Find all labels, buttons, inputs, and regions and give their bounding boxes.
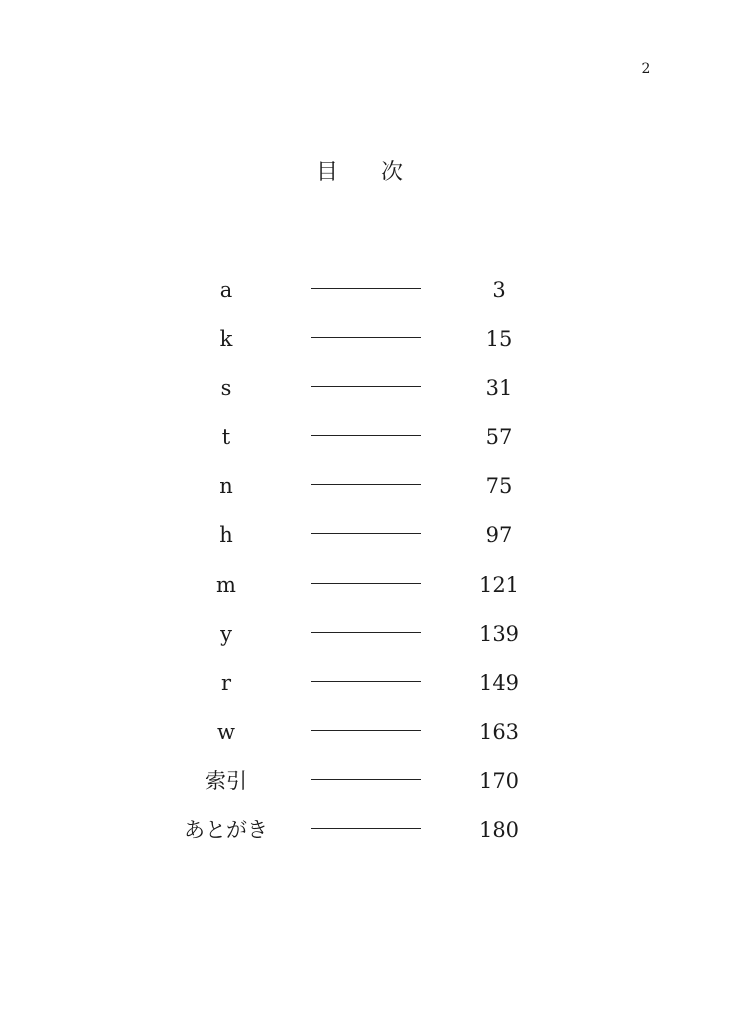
toc-label: m — [216, 572, 236, 597]
toc-leader-line — [311, 435, 421, 436]
toc-page-number: 163 — [478, 719, 520, 744]
toc-leader-line — [311, 337, 421, 338]
toc-row-y — [0, 612, 732, 661]
toc-label: 索引 — [205, 768, 247, 793]
toc-label: y — [220, 621, 232, 646]
toc-label: n — [219, 474, 233, 499]
page-title-char-2: 次 — [381, 160, 404, 185]
toc-row-n — [0, 464, 732, 513]
toc-page-number: 3 — [492, 278, 506, 302]
toc-label: h — [219, 523, 233, 548]
toc-leader-line — [311, 386, 421, 387]
toc-row-index — [0, 759, 732, 808]
toc-label: t — [221, 425, 231, 450]
toc-label: a — [219, 278, 233, 302]
toc-row-t — [0, 415, 732, 464]
toc-row-w — [0, 710, 732, 759]
toc-leader-line — [311, 533, 421, 534]
toc-row-a — [0, 268, 732, 317]
toc-leader-line — [311, 828, 421, 829]
toc-leader-line — [311, 632, 421, 633]
toc-page-number: 170 — [478, 768, 520, 793]
toc-row-m — [0, 563, 732, 612]
toc-page-number: 139 — [478, 621, 520, 646]
toc-page-number: 75 — [485, 474, 513, 499]
toc-leader-line — [311, 583, 421, 584]
toc-leader-line — [311, 681, 421, 682]
page-title — [0, 158, 732, 188]
toc-leader-line — [311, 730, 421, 731]
toc-page-number: 180 — [478, 818, 520, 843]
toc-page-number: 121 — [478, 572, 520, 597]
toc-label: あとがき — [184, 818, 268, 843]
toc-page-number: 97 — [485, 523, 513, 548]
toc-label: r — [220, 670, 232, 695]
toc-row-h — [0, 513, 732, 562]
toc-label: s — [220, 376, 232, 401]
toc-page-number: 15 — [485, 327, 513, 352]
toc-row-afterword — [0, 808, 732, 857]
toc-leader-line — [311, 779, 421, 780]
toc-page-number: 149 — [478, 670, 520, 695]
toc-row-r — [0, 661, 732, 710]
page-number: 2 — [641, 61, 651, 77]
toc-leader-line — [311, 288, 421, 289]
toc-row-k — [0, 317, 732, 366]
toc-label: w — [217, 719, 235, 744]
toc-row-s — [0, 366, 732, 415]
toc-label: k — [219, 327, 233, 352]
toc-leader-line — [311, 484, 421, 485]
toc-page-number: 57 — [485, 425, 513, 450]
toc-page-number: 31 — [485, 376, 513, 401]
table-of-contents — [0, 268, 732, 857]
page-title-char-1: 目 — [316, 160, 339, 185]
